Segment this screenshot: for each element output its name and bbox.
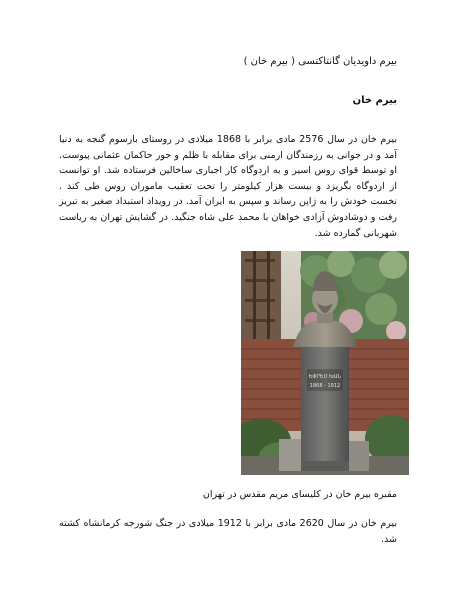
section-heading: بیرم خان [352,95,397,106]
plaque-name-text: ԵՓՐԵՄ ԽԱՆ [308,374,342,380]
plaque-years-text: 1868 - 1912 [309,383,341,389]
death-paragraph: بیرم خان در سال 2620 مادی برابر با 1912 میلادی در جنگ شورجه کرمانشاه کشته شد. [59,518,397,545]
tomb-photo-image [241,251,409,475]
tomb-photo [241,251,409,475]
biography-paragraph: بیرم خان در سال 2576 مادی برابر با 1868 میلادی در روستای بارسوم گنجه به دنیا آمد و در جوانی به رزمندگان ارمنی برای مقابله با ظلم و جور حاکمان عثمانی پیوست. او توسط قوای روس اسیر و به اردوگاه کار اجباری ساخالین فرستاده شد. او توانست از اردوگاه بگریزد و بیست هزار کیلومتر را تحت تعقیب ماموران روس طی کند . نخست خودش را به ژاپن رساند و سپس به ایران آمد. در رویداد استبداد صغیر به تبریز رفت و دوشادوش آزادی خواهان با محمد علی شاه جنگید. در گشایش تهران به ریاست شهربانی گمارده شد. [59,134,397,239]
photo-caption: مقبره بیرم خان در کلیسای مریم مقدس در تهران [202,489,397,500]
document-title: بیرم داویدیان گانتاکتسی ( بیرم خان ) [243,56,397,67]
